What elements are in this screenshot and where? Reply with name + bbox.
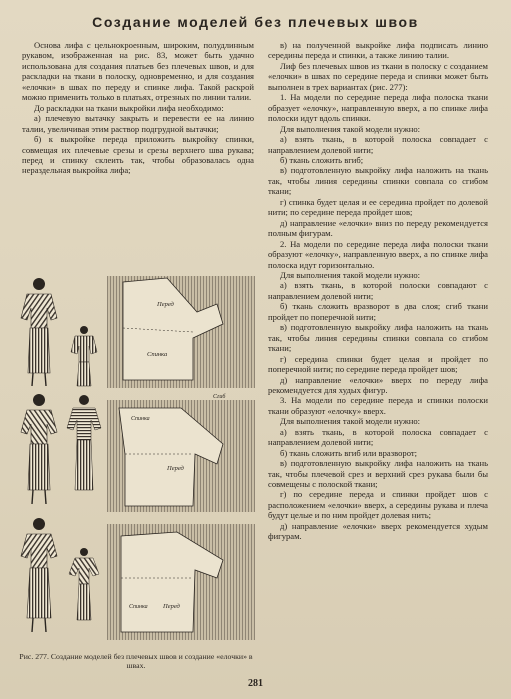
dress-figure-2-back — [67, 395, 101, 490]
paragraph: б) ткань сложить вгиб или вразворот; — [280, 447, 418, 458]
right-column — [268, 40, 488, 542]
paragraph: а) взять ткань, в которой полоски совпадают с направлением долевой нити; — [268, 280, 488, 301]
figure-row-1 — [21, 276, 255, 388]
figure-277 — [17, 268, 257, 648]
paragraph: а) плечевую вытачку закрыть и перевести ее на линию талии, увеличивая этим раствор подгрудной вытачки; — [22, 113, 254, 134]
paragraph: До раскладки на ткани выкройки лифа необходимо: — [34, 102, 224, 113]
page-number: 281 — [248, 678, 263, 689]
label-spinka-2: Спинка — [131, 416, 150, 422]
label-pered-3: Перед — [163, 603, 180, 610]
paragraph: б) ткань сложить вгиб; — [280, 154, 364, 165]
paragraph: Основа лифа с цельнокроенным, широким, полудлинным рукавом, изображенная на рис. 83, может быть удачно использована для создания платьев без плечевых швов, и для раскладки на ткани в полоску, одновременно, и для создания «елочки» в швах по переду и спинке лифа. Такой раскрой можно применить только в платьях, отрезных по линии талии. — [22, 40, 254, 103]
dress-figure-2 — [21, 394, 57, 504]
dress-figure-1 — [21, 278, 57, 386]
paragraph: 2. На модели по середине переда лифа полоски ткани образуют «елочку», направленную вверх, а по спинке лифа полоска идут горизонтально. — [268, 238, 488, 270]
label-pered-2: Перед — [167, 465, 184, 472]
figure-caption: Рис. 277. Создание моделей без плечевых швов и создание «елочки» в швах. — [19, 652, 253, 670]
paragraph: Для выполнения такой модели нужно: — [280, 416, 421, 427]
page-title: Создание моделей без плечевых швов — [92, 14, 419, 30]
label-pered-1: Перед — [157, 301, 174, 308]
figure-row-3 — [21, 518, 255, 640]
paragraph: г) середина спинки будет целая и пройдет по поперечной нити; по середине переда пройдет шов; — [268, 353, 488, 375]
paragraph: в) подготовленную выкройку лифа наложить на ткань так, чтобы линия середины спинки совпала со сгибом ткани; — [268, 322, 488, 354]
paragraph: 3. На модели по середине переда и спинки полоски ткани образуют «елочку» вверх. — [268, 395, 488, 416]
paragraph: а) взять ткань, в которой полоска совпадает с направлением долевой нити; — [268, 426, 488, 448]
paragraph: б) к выкройке переда приложить выкройку спинки, совмещая их плечевые срезы и срезы верхнего шва рукава; перед и спинку склеить так, чтобы образовалась одна нераздельная выкройка лифа; — [22, 134, 254, 176]
paragraph: в) на полученной выкройке лифа подписать линию середины переда и спинки, а также линию талии. — [268, 40, 488, 61]
figure-row-2 — [21, 393, 255, 512]
paragraph: г) спинка будет целая и ее середина пройдет по долевой нити; по середине переда пройдет шов; — [268, 196, 488, 218]
dress-figure-3-back — [69, 548, 99, 620]
paragraph: 1. На модели по середине переда лифа полоска ткани образует «елочку», направленную вверх, а по спинке лифа полоски идут вдоль спинки. — [268, 92, 488, 124]
paragraph: в) подготовленную выкройку лифа наложить на ткань так, чтобы линия середины спинки совпала со сгибом ткани; — [268, 165, 488, 197]
paragraph: а) взять ткань, в которой полоска совпадает с направлением долевой нити; — [268, 134, 488, 155]
paragraph: Для выполнения такой модели нужно: — [280, 123, 421, 134]
paragraph: в) подготовленную выкройку лифа наложить на ткань так, чтобы плечевой срез и верхний срез рукава были бы совмещены с полоской ткани; — [268, 458, 488, 490]
paragraph: д) направление «елочки» вверх рекомендуется худым фигурам. — [268, 520, 488, 542]
label-spinka-3: Спинка — [129, 604, 148, 610]
paragraph: Для выполнения такой модели нужно: — [280, 269, 421, 280]
paragraph: д) направление «елочки» вверх по переду лифа рекомендуется для худых фигур. — [268, 374, 488, 395]
left-column — [22, 40, 254, 176]
paragraph: Лиф без плечевых швов из ткани в полоску с созданием «елочки» в швах по середине переда и спинки может быть выполнен в трех вариантах (рис. 277): — [268, 60, 488, 92]
dress-figure-1-back — [71, 326, 97, 386]
paragraph: д) направление «елочки» вниз по переду рекомендуется полным фигурам. — [268, 217, 488, 239]
dress-figure-3 — [21, 518, 57, 632]
pattern-illustration — [17, 268, 257, 648]
paragraph: б) ткань сложить вразворот в два слоя; сгиб ткани пройдет по поперечной нити; — [268, 301, 488, 322]
label-spinka-1: Спинка — [147, 351, 168, 358]
label-sgib: Сгиб — [213, 394, 226, 400]
paragraph: г) по середине переда и спинки пройдет шов с расположением «елочки» вверх, а середины рукава и плеча будут целые и по ним пройдет долевая нить; — [268, 489, 488, 521]
